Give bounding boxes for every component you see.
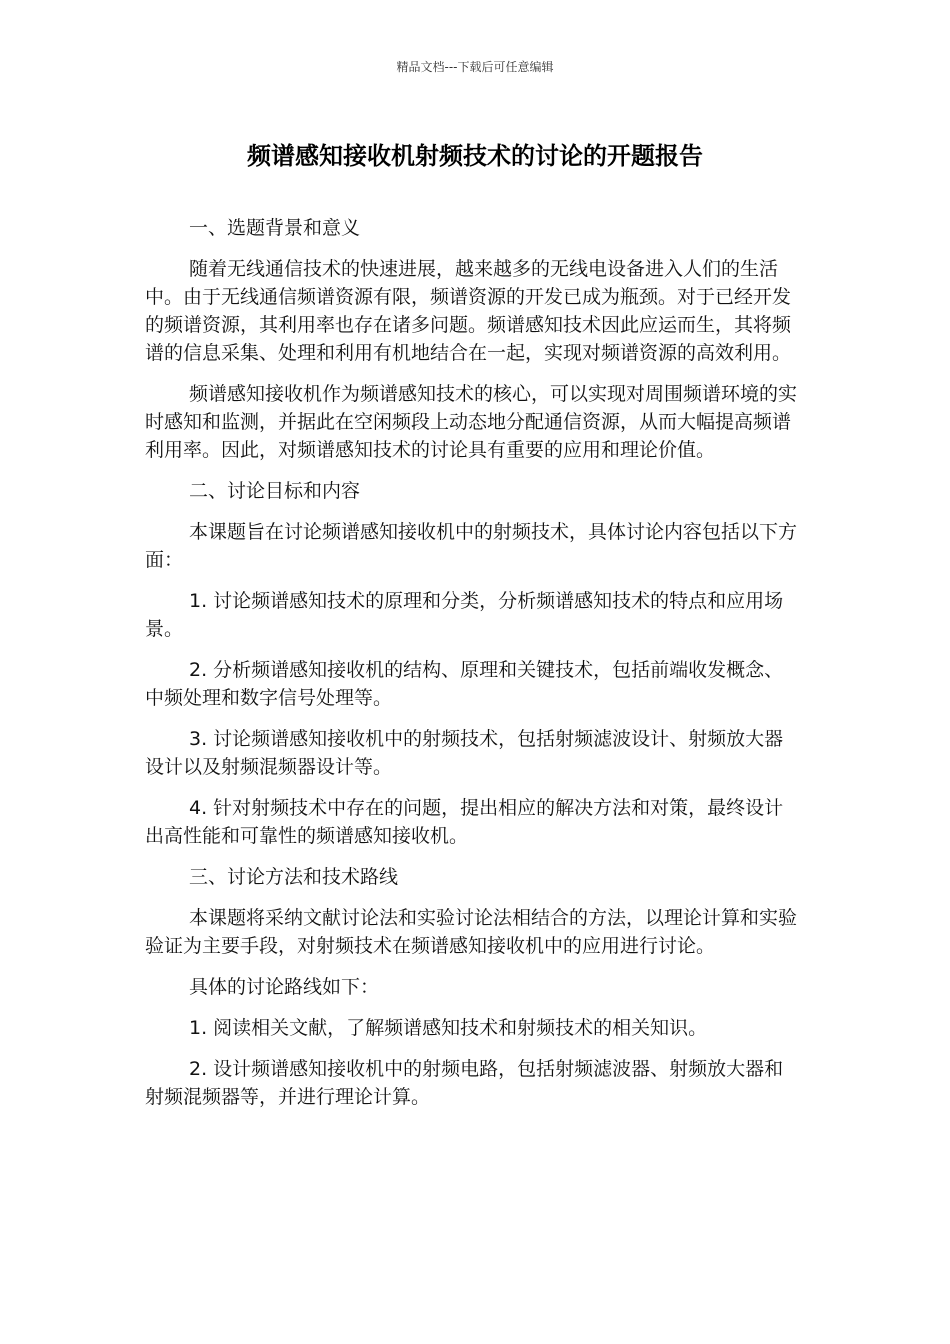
- body-paragraph: 频谱感知接收机作为频谱感知技术的核心，可以实现对周围频谱环境的实时感知和监测，并据此在空闲频段上动态地分配通信资源，从而大幅提高频谱利用率。因此，对频谱感知技术的讨论具有重要的应用和理论价值。: [145, 383, 798, 461]
- section-heading: 一、选题背景和意义: [189, 217, 361, 239]
- body-paragraph: 本课题将采纳文献讨论法和实验讨论法相结合的方法，以理论计算和实验验证为主要手段，对射频技术在频谱感知接收机中的应用进行讨论。: [145, 907, 798, 957]
- document-body: [145, 214, 800, 1124]
- page-header-note: 精品文档---下载后可任意编辑: [396, 60, 554, 74]
- document-title: 频谱感知接收机射频技术的讨论的开题报告: [247, 142, 703, 170]
- section-heading: 二、讨论目标和内容: [189, 480, 361, 502]
- body-paragraph: 具体的讨论路线如下：: [189, 976, 380, 998]
- list-item: 1. 阅读相关文献，了解频谱感知技术和射频技术的相关知识。: [189, 1017, 708, 1039]
- list-item: 4. 针对射频技术中存在的问题，提出相应的解决方法和对策，最终设计出高性能和可靠性的频谱感知接收机。: [145, 797, 784, 847]
- list-item: 2. 设计频谱感知接收机中的射频电路，包括射频滤波器、射频放大器和射频混频器等，并进行理论计算。: [145, 1058, 784, 1108]
- list-item: 2. 分析频谱感知接收机的结构、原理和关键技术，包括前端收发概念、中频处理和数字信号处理等。: [145, 659, 784, 709]
- body-paragraph: 随着无线通信技术的快速进展，越来越多的无线电设备进入人们的生活中。由于无线通信频谱资源有限，频谱资源的开发已成为瓶颈。对于已经开发的频谱资源，其利用率也存在诸多问题。频谱感知技术因此应运而生，其将频谱的信息采集、处理和利用有机地结合在一起，实现对频谱资源的高效利用。: [145, 258, 792, 364]
- list-item: 3. 讨论频谱感知接收机中的射频技术，包括射频滤波设计、射频放大器设计以及射频混频器设计等。: [145, 728, 784, 778]
- body-paragraph: 本课题旨在讨论频谱感知接收机中的射频技术，具体讨论内容包括以下方面：: [145, 521, 798, 571]
- list-item: 1. 讨论频谱感知技术的原理和分类，分析频谱感知技术的特点和应用场景。: [145, 590, 784, 640]
- section-heading: 三、讨论方法和技术路线: [189, 866, 399, 888]
